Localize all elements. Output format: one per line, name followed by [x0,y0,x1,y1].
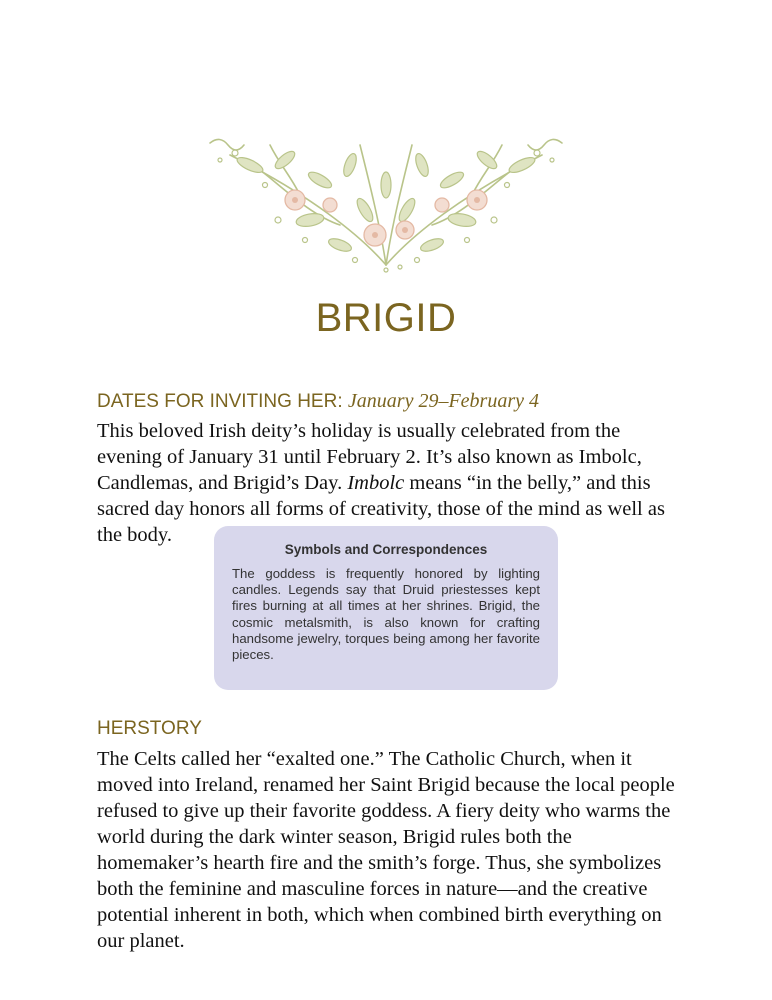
sidebar-text: The goddess is frequently honored by lighting candles. Legends say that Druid priestesses kept fires burning at all times at her shrines. Brigid, the cosmic metalsmith, is also known for crafting handsome jewelry, torques being among her favorite pieces. [232,566,540,663]
sidebar-box [214,526,558,690]
herstory-heading: HERSTORY [97,718,202,739]
intro-text-1: This beloved Irish deity’s holiday is usually celebrated from the evening of January 31 until February 2. It’s also known as Imbolc, Candlemas, and Brigid’s Day. [97,420,642,494]
page-title: BRIGID [315,296,457,340]
dates-value: January 29–February 4 [347,390,539,412]
sidebar-title: Symbols and Correspondences [284,542,488,557]
intro-emphasis: Imbolc [347,472,405,494]
dates-separator: : [337,391,348,412]
dates-line [97,390,539,413]
dates-label: DATES FOR INVITING HER [97,391,338,412]
intro-text-2: means “in the belly,” and this sacred day honors all forms of creativity, those of the mind as well as the body. [97,472,665,546]
floral-leaf-ornament-icon [190,125,582,275]
herstory-paragraph: The Celts called her “exalted one.” The Catholic Church, when it moved into Ireland, renamed her Saint Brigid because the local people refused to give up their favorite goddess. A fiery deity who warms the world during the dark winter season, Brigid rules both the homemaker’s hearth fire and the smith’s forge. Thus, she symbolizes both the feminine and masculine forces in nature—and the creative potential inherent in both, which when combined birth everything on our planet. [97,748,675,952]
